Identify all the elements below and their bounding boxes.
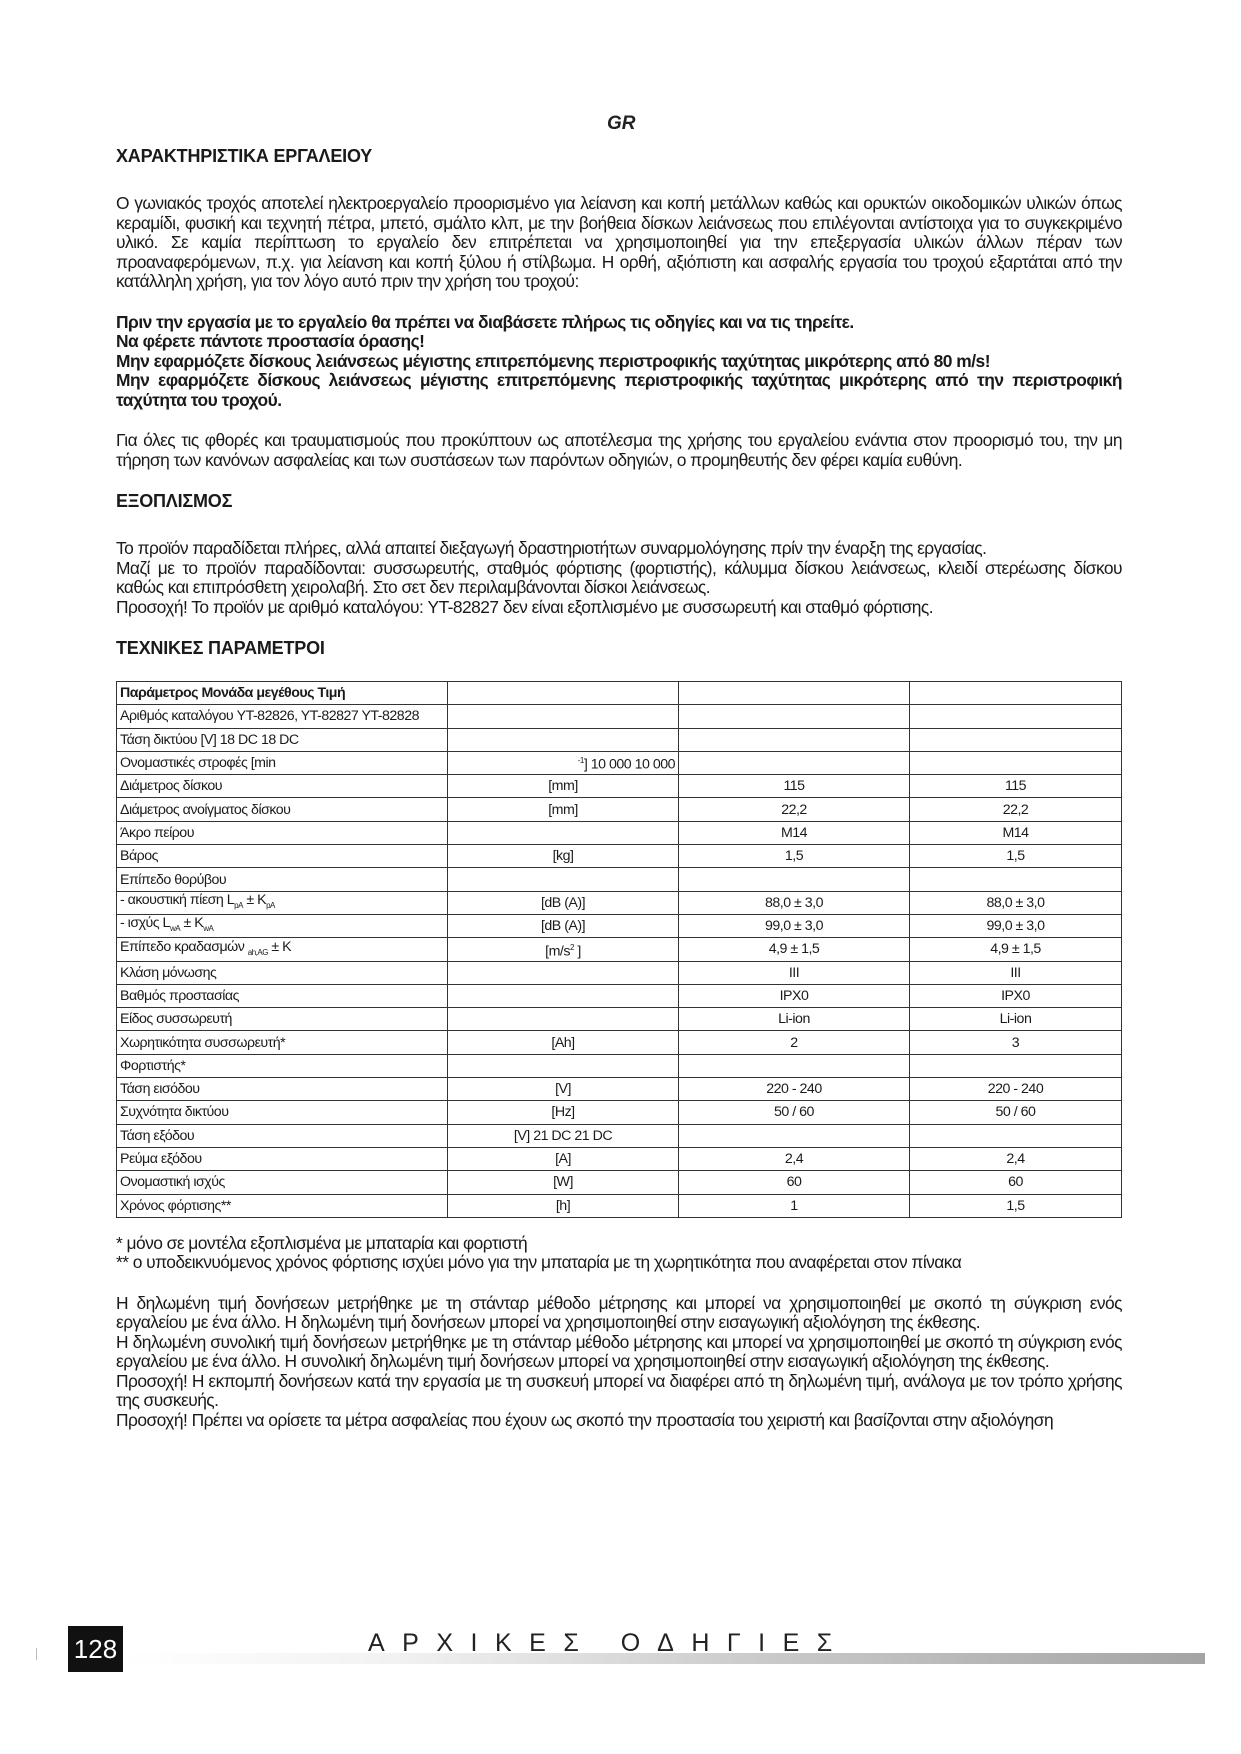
table-cell: 2,4 xyxy=(679,1147,910,1170)
table-cell: [kg] xyxy=(448,845,679,868)
table-cell: 60 xyxy=(679,1171,910,1194)
table-cell: 115 xyxy=(679,775,910,798)
table-row xyxy=(117,938,1122,961)
table-cell: 2,4 xyxy=(910,1147,1122,1170)
table-cell: IPX0 xyxy=(679,984,910,1007)
table-cell: Κλάση μόνωσης xyxy=(117,961,448,984)
table-cell: 3 xyxy=(910,1031,1122,1054)
footnote-battery: * μόνο σε μοντέλα εξοπλισμένα με μπαταρία και φορτιστή xyxy=(116,1232,528,1253)
footnote-charge-time: ** ο υποδεικνυόμενος χρόνος φόρτισης ισχύει μόνο για την μπαταρία με τη χωρητικότητα που αναφέρεται στον πίνακα xyxy=(116,1252,962,1273)
sound-power-label xyxy=(117,914,448,937)
page-content xyxy=(116,146,1122,1430)
table-cell: Li-ion xyxy=(910,1008,1122,1031)
table-cell xyxy=(448,728,679,751)
table-cell: 115 xyxy=(910,775,1122,798)
superscript: 2 xyxy=(569,942,574,952)
table-cell: III xyxy=(910,961,1122,984)
table-cell: [V] xyxy=(448,1078,679,1101)
table-cell: Ονομαστικές στροφές [min xyxy=(117,751,448,774)
table-cell: Ρεύμα εξόδου xyxy=(117,1147,448,1170)
table-cell: Αριθμός καταλόγου YT-82826, YT-82827 YT-82828 xyxy=(117,705,448,728)
table-cell: 220 - 240 xyxy=(910,1078,1122,1101)
table-cell: [A] xyxy=(448,1147,679,1170)
table-cell: Χωρητικότητα συσσωρευτή* xyxy=(117,1031,448,1054)
table-cell: Li-ion xyxy=(679,1008,910,1031)
table-cell: [mm] xyxy=(448,775,679,798)
warning-disc-speed-tool: Μην εφαρμόζετε δίσκους λειάνσεως μέγιστης επιτρεπόμενης περιστροφικής ταχύτητας μικρότερης από την περιστροφική ταχύτητα του τροχού. xyxy=(116,370,1122,410)
footnotes xyxy=(116,1234,1122,1273)
subscript: wA xyxy=(203,924,214,934)
table-cell: [W] xyxy=(448,1171,679,1194)
subscript: pA xyxy=(266,900,275,910)
table-cell xyxy=(448,1008,679,1031)
technical-parameters-table xyxy=(116,681,1122,1218)
rpm-exponent: -1 xyxy=(577,756,584,766)
sound-pressure-label xyxy=(117,891,448,914)
table-cell xyxy=(910,705,1122,728)
warning-disc-speed-80: Μην εφαρμόζετε δίσκους λειάνσεως μέγιστης επιτρεπόμενης περιστροφικής ταχύτητας μικρότερης από 80 m/s! xyxy=(116,350,991,371)
equipment-line-3: Προσοχή! Το προϊόν με αριθμό καταλόγου: YT-82827 δεν είναι εξοπλισμένο με συσσωρευτή και σταθμό φόρτισης. xyxy=(116,596,934,617)
table-cell: 50 / 60 xyxy=(679,1101,910,1124)
subscript: pA xyxy=(234,900,243,910)
table-row xyxy=(117,775,1122,798)
footer-divider xyxy=(36,1648,37,1660)
intro-paragraph: Ο γωνιακός τροχός αποτελεί ηλεκτροεργαλείο προορισμένο για λείανση και κοπή μετάλλων καθώς και ορυκτών οικοδομικών υλικών όπως κεραμίδι, φυσική και τεχνητή πέτρα, μπετό, σμάλτο κλπ, με την βοήθεια δίσκων λειάνσεως που επιλέγονται αντίστοιχα για το συγκεκριμένο υλικό. Σε καμία περίπτωση το εργαλείο δεν επιτρέπεται να χρησιμοποιηθεί για την επεξεργασία υλικών άλλων πέραν των προαναφερόμενων, π.χ. για λείανση και κοπή ξύλου ή στίλβωμα. Η ορθή, αξιόπιστη και ασφαλής εργασία του τροχού εξαρτάται από την κατάλληλη χρήση, για τον λόγο αυτό πριν την χρήση του τροχού: xyxy=(116,193,1122,291)
table-cell xyxy=(910,728,1122,751)
table-cell: 88,0 ± 3,0 xyxy=(679,891,910,914)
table-cell: IPX0 xyxy=(910,984,1122,1007)
table-cell: Παράμετρος Μονάδα μεγέθους Τιμή xyxy=(117,682,448,705)
equipment-line-2: Μαζί με το προϊόν παραδίδονται: συσσωρευτής, σταθμός φόρτισης (φορτιστής), κάλυμμα δίσκου λειάνσεως, κλειδί στερέωσης δίσκου καθώς και επιπρόσθετη χειρολαβή. Στο σετ δεν περιλαμβάνονται δίσκοι λειάνσεως. xyxy=(116,557,1122,597)
table-row xyxy=(117,1147,1122,1170)
rpm-values: ] 10 000 10 000 xyxy=(583,756,675,773)
subscript: wA xyxy=(169,924,181,934)
vibration-label xyxy=(117,938,448,961)
table-cell: 88,0 ± 3,0 xyxy=(910,891,1122,914)
table-cell: 1,5 xyxy=(679,845,910,868)
table-cell: Χρόνος φόρτισης** xyxy=(117,1194,448,1217)
table-cell: [mm] xyxy=(448,798,679,821)
table-cell: Βάρος xyxy=(117,845,448,868)
table-cell: 1,5 xyxy=(910,1194,1122,1217)
table-row xyxy=(117,1124,1122,1147)
table-row xyxy=(117,751,1122,774)
table-row xyxy=(117,682,1122,705)
label-text: ] xyxy=(573,943,581,960)
table-cell xyxy=(448,868,679,891)
table-cell: 1 xyxy=(679,1194,910,1217)
equipment-line-1: Το προϊόν παραδίδεται πλήρες, αλλά απαιτεί διεξαγωγή δραστηριοτήτων συναρμολόγησης πρίν την έναρξη της εργασίας. xyxy=(116,538,987,558)
table-cell: 2 xyxy=(679,1031,910,1054)
table-cell: 99,0 ± 3,0 xyxy=(910,914,1122,937)
table-row xyxy=(117,868,1122,891)
vibration-note-3: Προσοχή! Η εκπομπή δονήσεων κατά την εργασία με τη συσκευή μπορεί να διαφέρει από τη δηλωμένη τιμή, ανάλογα με τον τρόπο χρήσης της συσκευής. xyxy=(116,1370,1122,1411)
table-cell: Άκρο πείρου xyxy=(117,821,448,844)
table-cell: Διάμετρος ανοίγματος δίσκου xyxy=(117,798,448,821)
table-cell xyxy=(679,705,910,728)
table-row xyxy=(117,728,1122,751)
table-cell xyxy=(448,682,679,705)
table-cell: 99,0 ± 3,0 xyxy=(679,914,910,937)
table-cell: 50 / 60 xyxy=(910,1101,1122,1124)
table-cell: M14 xyxy=(679,821,910,844)
table-cell: Τάση εισόδου xyxy=(117,1078,448,1101)
table-cell xyxy=(679,868,910,891)
table-cell: 22,2 xyxy=(910,798,1122,821)
vibration-unit xyxy=(448,938,679,961)
table-row xyxy=(117,984,1122,1007)
rpm-values-cell xyxy=(448,751,679,774)
table-cell xyxy=(448,961,679,984)
table-cell: [dB (A)] xyxy=(448,914,679,937)
table-cell: 60 xyxy=(910,1171,1122,1194)
table-row xyxy=(117,1008,1122,1031)
label-text: Επίπεδο κραδασμών xyxy=(120,938,248,955)
table-cell xyxy=(448,984,679,1007)
warnings-block xyxy=(116,313,1122,411)
table-cell: Είδος συσσωρευτή xyxy=(117,1008,448,1031)
table-cell: Φορτιστής* xyxy=(117,1054,448,1077)
table-cell xyxy=(448,1054,679,1077)
table-cell: 220 - 240 xyxy=(679,1078,910,1101)
table-row xyxy=(117,1031,1122,1054)
table-row xyxy=(117,1078,1122,1101)
table-cell: [Hz] xyxy=(448,1101,679,1124)
page-number: 128 xyxy=(68,1626,123,1672)
table-cell xyxy=(910,1054,1122,1077)
table-row xyxy=(117,891,1122,914)
table-cell xyxy=(910,1124,1122,1147)
language-tag: GR xyxy=(607,113,636,134)
table-cell: M14 xyxy=(910,821,1122,844)
table-row xyxy=(117,845,1122,868)
table-cell: [h] xyxy=(448,1194,679,1217)
table-cell xyxy=(679,1124,910,1147)
table-cell xyxy=(910,868,1122,891)
vibration-note-1: Η δηλωμένη τιμή δονήσεων μετρήθηκε με τη στάνταρ μέθοδο μέτρησης και μπορεί να χρησιμοποιηθεί με σκοπό τη σύγκριση ενός εργαλείου με ένα άλλο. Η δηλωμένη τιμή δονήσεων μπορεί να χρησιμοποιηθεί στην εισαγωγική αξιολόγηση της έκθεσης. xyxy=(116,1292,1122,1333)
subscript: ah,AG xyxy=(247,947,268,957)
table-row xyxy=(117,961,1122,984)
table-cell xyxy=(910,682,1122,705)
liability-paragraph: Για όλες τις φθορές και τραυματισμούς που προκύπτουν ως αποτέλεσμα της χρήσης του εργαλείου ενάντια στον προορισμό του, την μη τήρηση των κανόνων ασφαλείας και των συστάσεων των παρόντων οδηγιών, ο προμηθευτής δεν φέρει καμία ευθύνη. xyxy=(116,430,1122,470)
table-cell xyxy=(679,682,910,705)
table-cell: 22,2 xyxy=(679,798,910,821)
label-text: [m/s xyxy=(545,943,570,960)
table-cell: [dB (A)] xyxy=(448,891,679,914)
label-text: ± K xyxy=(180,915,204,932)
table-row xyxy=(117,821,1122,844)
section-title-equipment: ΕΞΟΠΛΙΣΜΟΣ xyxy=(116,491,233,511)
label-text: - ισχύς L xyxy=(120,915,170,932)
table-cell: Επίπεδο θορύβου xyxy=(117,868,448,891)
section-title-features: ΧΑΡΑΚΤΗΡΙΣΤΙΚΑ ΕΡΓΑΛΕΙΟΥ xyxy=(116,146,373,166)
label-text: ± K xyxy=(242,891,267,908)
label-text: - ακουστική πίεση L xyxy=(120,891,235,908)
table-cell: Βαθμός προστασίας xyxy=(117,984,448,1007)
table-cell: 4,9 ± 1,5 xyxy=(679,938,910,961)
table-cell: 4,9 ± 1,5 xyxy=(910,938,1122,961)
warning-read-instructions: Πριν την εργασία με το εργαλείο θα πρέπει να διαβάσετε πλήρως τις οδηγίες και να τις τηρείτε. xyxy=(116,311,854,332)
table-cell: [Ah] xyxy=(448,1031,679,1054)
table-cell: Συχνότητα δικτύου xyxy=(117,1101,448,1124)
table-row xyxy=(117,1101,1122,1124)
warning-eye-protection: Να φέρετε πάντοτε προστασία όρασης! xyxy=(116,331,425,351)
table-cell xyxy=(679,728,910,751)
table-cell: III xyxy=(679,961,910,984)
table-cell xyxy=(448,705,679,728)
vibration-note-4: Προσοχή! Πρέπει να ορίσετε τα μέτρα ασφαλείας που έχουν ως σκοπό την προστασία του χειριστή και βασίζονται στην αξιολόγηση xyxy=(116,1409,1054,1430)
table-cell: Τάση δικτύου [V] 18 DC 18 DC xyxy=(117,728,448,751)
table-row xyxy=(117,1194,1122,1217)
table-cell xyxy=(910,751,1122,774)
table-cell xyxy=(679,1054,910,1077)
label-text: ± K xyxy=(267,938,292,955)
table-row xyxy=(117,798,1122,821)
table-row xyxy=(117,1054,1122,1077)
table-row xyxy=(117,1171,1122,1194)
table-cell: Ονομαστική ισχύς xyxy=(117,1171,448,1194)
table-cell: Τάση εξόδου xyxy=(117,1124,448,1147)
table-cell xyxy=(679,751,910,774)
table-cell: 1,5 xyxy=(910,845,1122,868)
table-cell xyxy=(448,821,679,844)
output-voltage-values: [V] 21 DC 21 DC xyxy=(448,1124,679,1147)
table-cell: Διάμετρος δίσκου xyxy=(117,775,448,798)
footer-title: ΑΡΧΙΚΕΣ ΟΔΗΓΙΕΣ xyxy=(368,1629,850,1657)
table-row xyxy=(117,914,1122,937)
vibration-note-2: Η δηλωμένη συνολική τιμή δονήσεων μετρήθηκε με τη στάνταρ μέθοδο μέτρησης και μπορεί να χρησιμοποιηθεί με σκοπό τη σύγκριση ενός εργαλείου με ένα άλλο. Η συνολική δηλωμένη τιμή δονήσεων μπορεί να χρησιμοποιηθεί στην εισαγωγική αξιολόγηση της έκθεσης. xyxy=(116,1331,1122,1372)
table-row xyxy=(117,705,1122,728)
section-title-technical: ΤΕΧΝΙΚΕΣ ΠΑΡΑΜΕΤΡΟΙ xyxy=(116,638,325,658)
